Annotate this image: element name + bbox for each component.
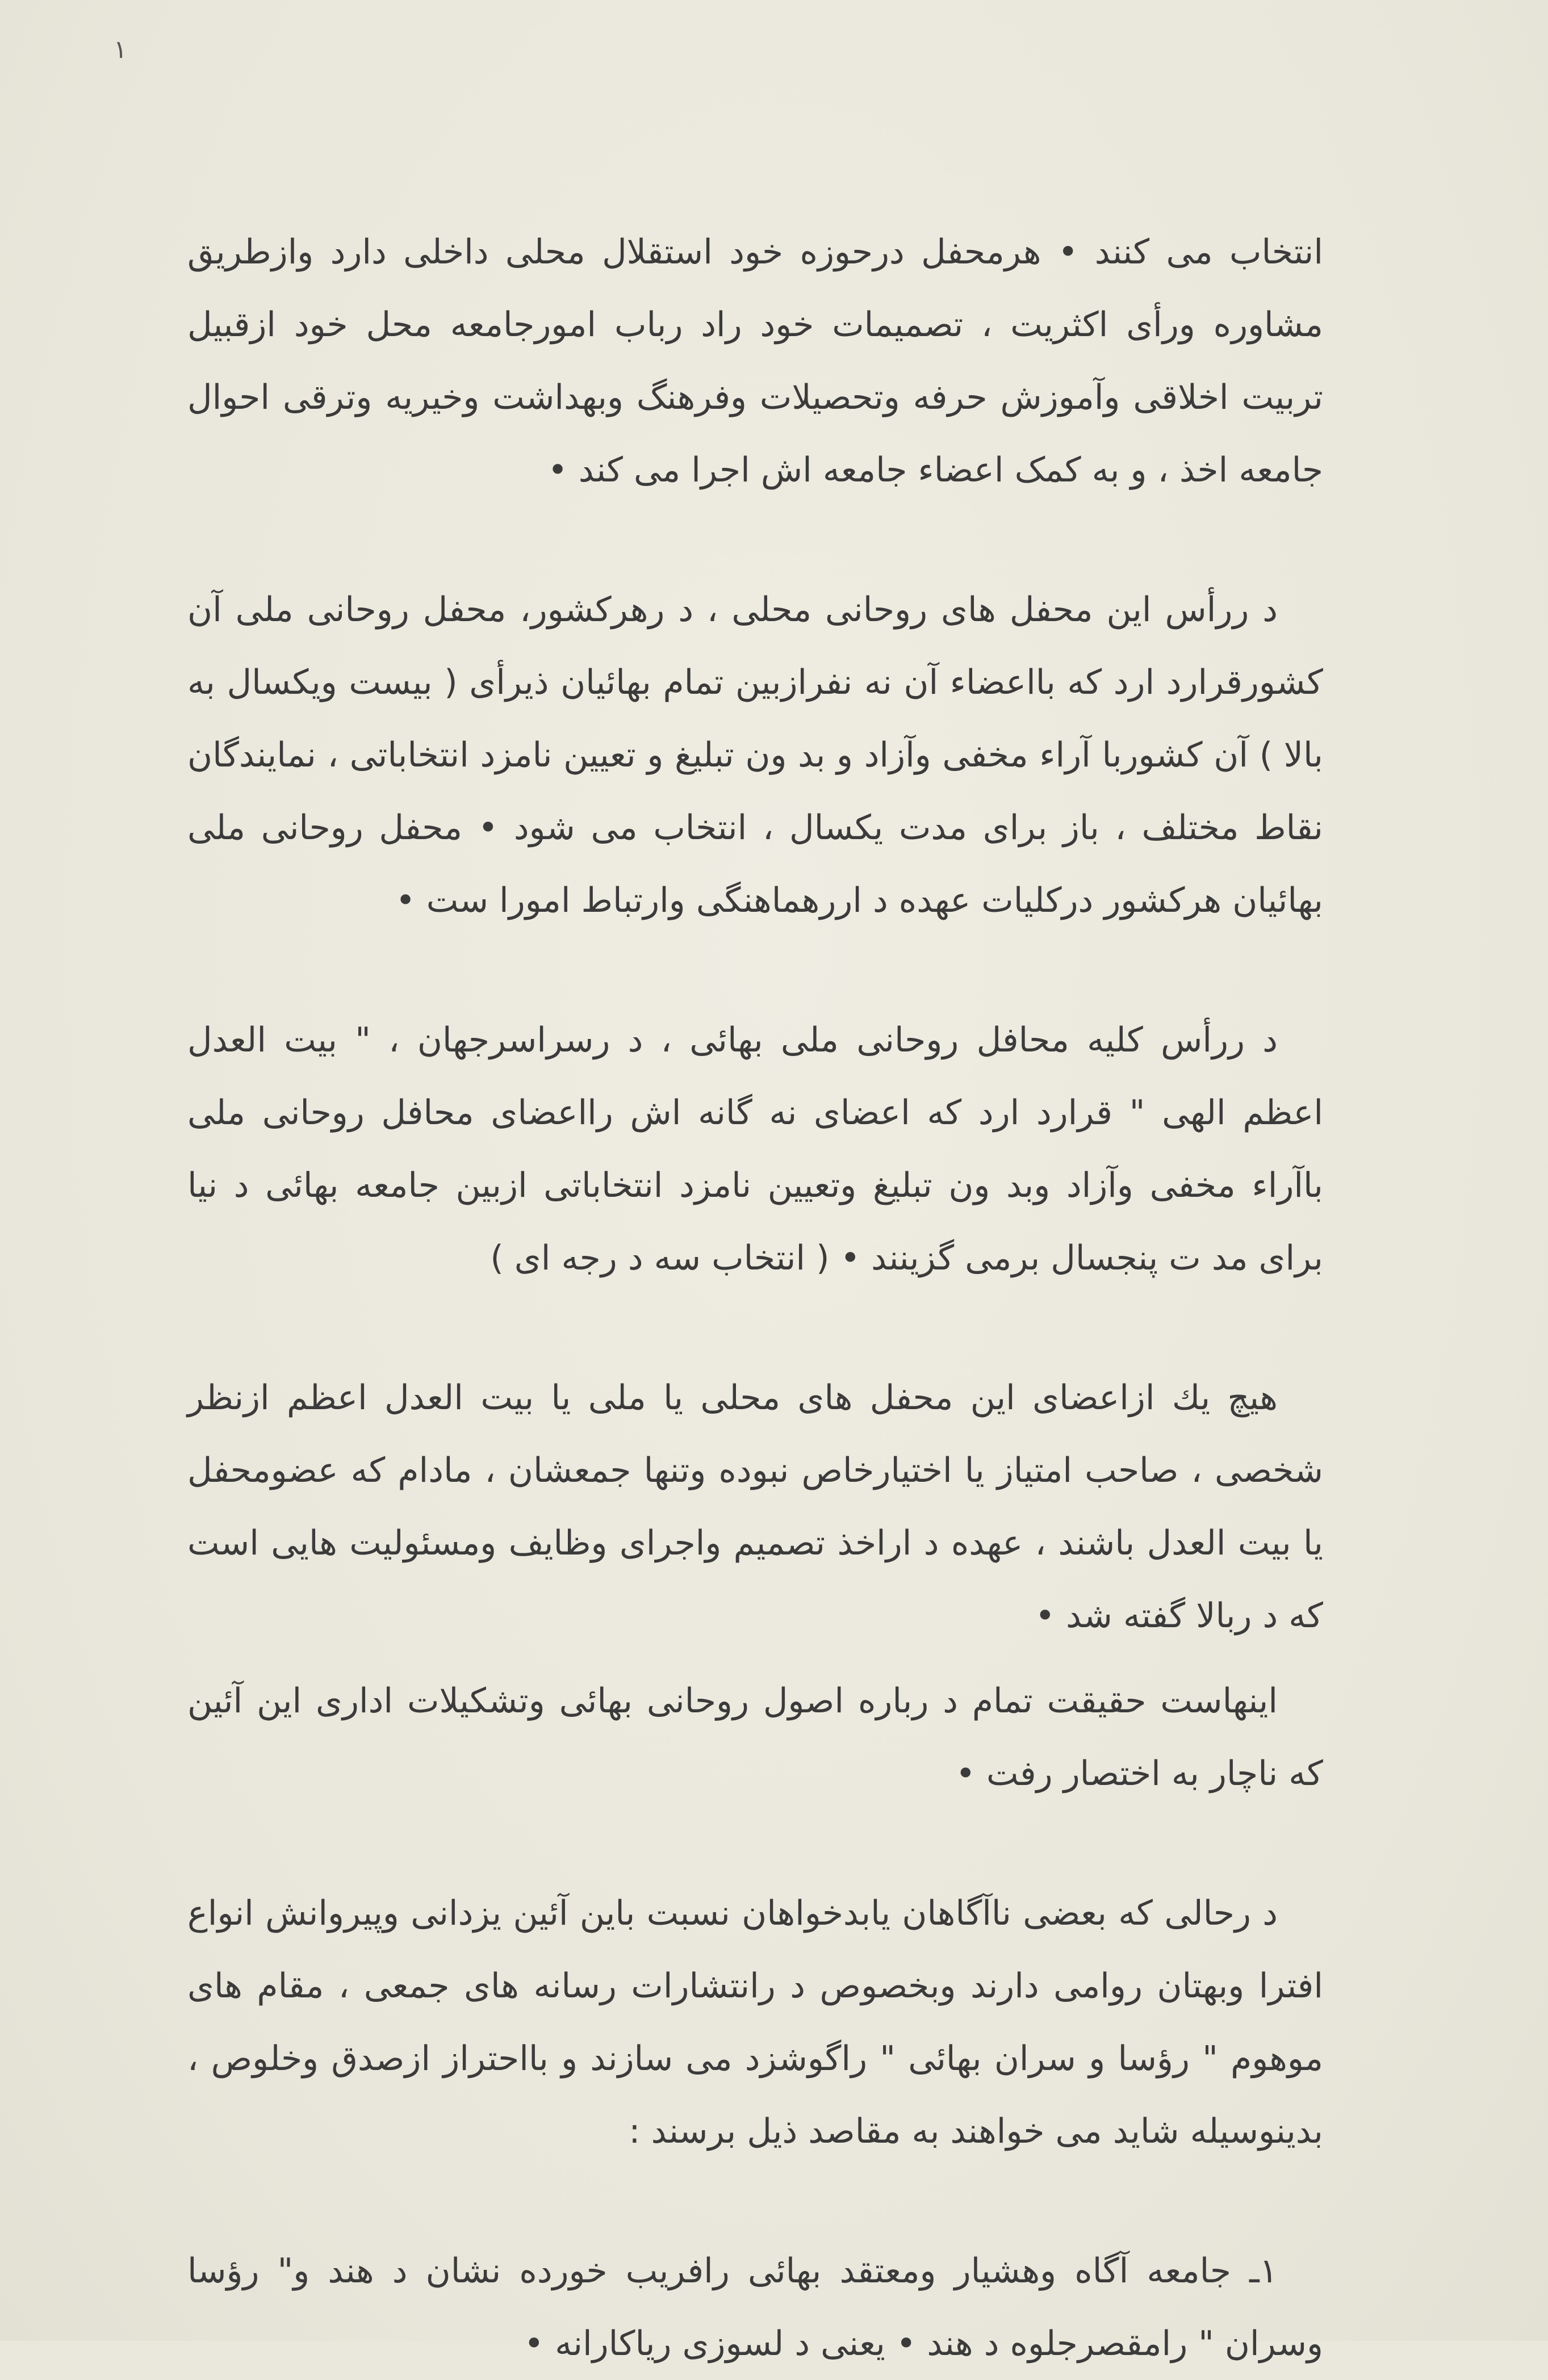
paragraph-4: هیچ یك ازاعضای این محفل های محلی یا ملی یا بیت العدل اعظم ازنظر شخصی ، صاحب امتیاز یا اختیارخاص نبوده وتنها جمعشان ، مادام که عضومحفل یا بیت العدل باشند ، عهده د اراخذ تصمیم واجرای وظایف ومسئولیت هایی است که د ربالا گفته شد • [187, 1378, 1323, 1636]
paragraph-1: انتخاب می کنند • هرمحفل درحوزه خود استقلال محلی داخلی دارد وازطریق مشاوره ورأی اکثریت ، تصمیمات خود راد رباب امورجامعه محل خود ازقبیل تربیت اخلاقی وآموزش حرفه وتحصیلات وفرهنگ وبهداشت وخیریه وترقی احوال جامعه اخذ ، و به کمک اعضاء جامعه اش اجرا می کند • [187, 232, 1323, 490]
paragraph-6: د رحالی که بعضی ناآگاهان یابدخواهان نسبت باین آئین یزدانی وپیروانش انواع افترا وبهتان روامی دارند وبخصوص د رانتشارات رسانه های جمعی ، مقام های موهوم " رؤسا و سران بهائی " راگوشزد می سازند و بااحتراز ازصدق وخلوص ، بدینوسیله شاید می خواهند به مقاصد ذیل برسند : [187, 1893, 1323, 2151]
page-number: ۱ [114, 35, 127, 64]
paragraph-2: د ررأس این محفل های روحانی محلی ، د رهرکشور، محفل روحانی ملی آن کشورقرارد ارد که بااعضاء آن نه نفرازبین تمام بهائیان ذیرأی ( بیست ویکسال به بالا ) آن کشوربا آراء مخفی وآزاد و بد ون تبلیغ و تعیین نامزد انتخاباتی ، نمایندگان نقاط مختلف ، باز برای مدت یکسال ، انتخاب می شود • محفل روحانی ملی بهائیان هرکشور دركليات عهده د اررهماهنگی وارتباط امورا ست • [187, 590, 1323, 920]
document-body [187, 216, 1323, 2380]
paragraph-5: اینهاست حقیقت تمام د رباره اصول روحانی بهائی وتشکیلات اداری این آئین که ناچار به اختصار رفت • [187, 1681, 1323, 1794]
list-item-1: ۱ـ جامعه آگاه وهشیار ومعتقد بهائی رافریب خورده نشان د هند و" رؤسا وسران " رامقصرجلوه د هند • یعنی د لسوزی ریاکارانه • [187, 2251, 1323, 2364]
paragraph-3: د ررأس کلیه محافل روحانی ملی بهائی ، د رسراسرجهان ، " بیت العدل اعظم الهی " قرارد ارد که اعضای نه گانه اش رااعضای محافل روحانی ملی باآراء مخفی وآزاد وبد ون تبلیغ وتعیین نامزد انتخاباتی ازبین جامعه بهائی د نیا برای مد ت پنجسال برمی گزینند • ( انتخاب سه د رجه ای ) [187, 1020, 1323, 1278]
